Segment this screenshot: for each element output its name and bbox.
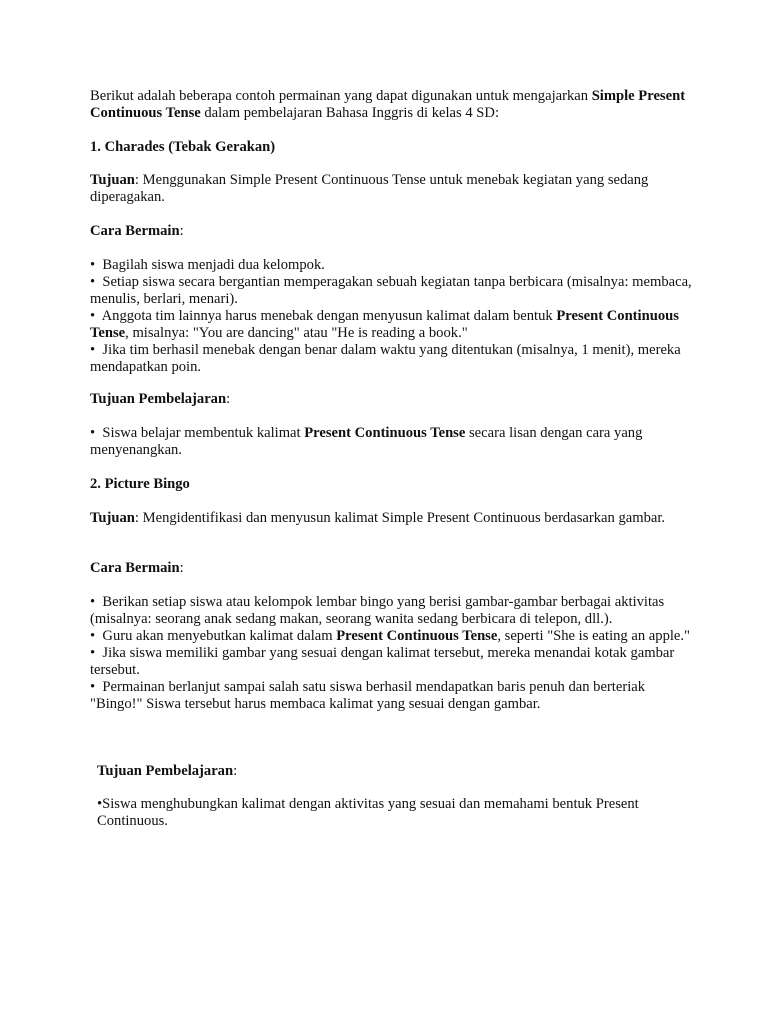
game-1-heading: 1. Charades (Tebak Gerakan) xyxy=(90,139,276,155)
tujuan-text: : Mengidentifikasi dan menyusun kalimat Simple Present Continuous berdasarkan gambar. xyxy=(134,510,666,526)
game-2-tujuan-pembelajaran-heading: Tujuan Pembelajaran: xyxy=(97,763,238,779)
bullet-icon: • xyxy=(90,425,96,441)
bullet-icon: • xyxy=(90,679,96,695)
game-1-tujuan xyxy=(90,172,700,206)
game-2-steps xyxy=(90,594,700,713)
tujuan-label: Tujuan xyxy=(90,510,135,526)
game-2-heading: 2. Picture Bingo xyxy=(90,476,190,492)
list-item: • Berikan setiap siswa atau kelompok lembar bingo yang berisi gambar-gambar berbagai aktivitas (misalnya: seorang anak sedang makan, seorang wanita sedang berbicara di telepon, dll.). xyxy=(90,594,665,627)
list-item: • Setiap siswa secara bergantian memperagakan sebuah kegiatan tanpa berbicara (misalnya: membaca, menulis, berlari, menari). xyxy=(90,274,692,307)
list-item: • Siswa belajar membentuk kalimat Present Continuous Tense secara lisan dengan cara yang menyenangkan. xyxy=(90,425,643,458)
game-2-cara-bermain-heading: Cara Bermain: xyxy=(90,560,184,576)
bullet-icon: • xyxy=(97,796,103,812)
game-1-cara-bermain-heading: Cara Bermain: xyxy=(90,223,184,239)
bullet-icon: • xyxy=(90,594,96,610)
bullet-icon: • xyxy=(90,274,96,290)
bullet-icon: • xyxy=(90,257,96,273)
tujuan-label: Tujuan xyxy=(90,172,135,188)
tujuan-text: : Menggunakan Simple Present Continuous Tense untuk menebak kegiatan yang sedang diperagakan. xyxy=(90,172,649,205)
game-2-tujuan-pembelajaran-list xyxy=(97,796,707,830)
list-item: •Siswa menghubungkan kalimat dengan aktivitas yang sesuai dan memahami bentuk Present Continuous. xyxy=(97,796,639,829)
game-1-steps xyxy=(90,257,700,376)
game-1-tujuan-pembelajaran-heading: Tujuan Pembelajaran: xyxy=(90,391,231,407)
bullet-icon: • xyxy=(90,628,96,644)
bullet-icon: • xyxy=(90,342,96,358)
game-1-tujuan-pembelajaran-list xyxy=(90,425,700,459)
list-item: • Jika tim berhasil menebak dengan benar dalam waktu yang ditentukan (misalnya, 1 menit), mereka mendapatkan poin. xyxy=(90,342,681,375)
intro-text: Berikut adalah beberapa contoh permainan yang dapat digunakan untuk mengajarkan xyxy=(90,88,592,104)
game-2-tujuan xyxy=(90,510,700,527)
list-item: • Permainan berlanjut sampai salah satu siswa berhasil mendapatkan baris penuh dan berteriak "Bingo!" Siswa tersebut harus membaca kalimat yang sesuai dengan gambar. xyxy=(90,679,646,712)
bullet-icon: • xyxy=(90,308,96,324)
list-item: • Bagilah siswa menjadi dua kelompok. xyxy=(90,257,325,273)
list-item: • Anggota tim lainnya harus menebak dengan menyusun kalimat dalam bentuk Present Continuous Tense, misalnya: "You are dancing" atau "He is reading a book." xyxy=(90,308,679,341)
list-item: • Guru akan menyebutkan kalimat dalam Present Continuous Tense, seperti "She is eating an apple." xyxy=(90,628,691,644)
intro-paragraph xyxy=(90,88,700,122)
bullet-icon: • xyxy=(90,645,96,661)
intro-bold-text: Simple Present Continuous Tense xyxy=(90,88,686,121)
list-item: • Jika siswa memiliki gambar yang sesuai dengan kalimat tersebut, mereka menandai kotak gambar tersebut. xyxy=(90,645,675,678)
intro-text-end: dalam pembelajaran Bahasa Inggris di kelas 4 SD: xyxy=(200,105,500,121)
